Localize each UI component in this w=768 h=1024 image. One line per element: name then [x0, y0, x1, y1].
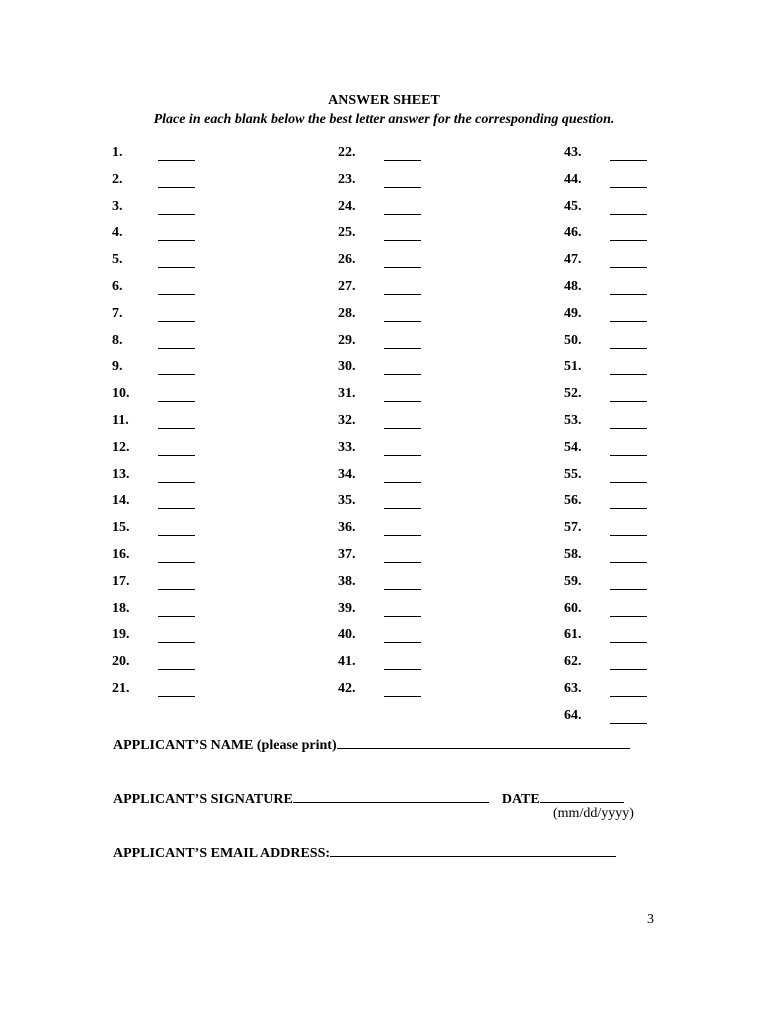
answer-blank[interactable]	[158, 348, 195, 349]
question-number: 33.	[338, 439, 356, 455]
answer-item	[338, 520, 428, 547]
question-number: 40.	[338, 627, 356, 643]
answer-blank[interactable]	[610, 642, 647, 643]
question-number: 12.	[112, 439, 130, 455]
question-number: 19.	[112, 627, 130, 643]
answer-column-1	[112, 145, 202, 708]
answer-item	[338, 199, 428, 226]
answer-blank[interactable]	[384, 160, 421, 161]
answer-blank[interactable]	[384, 669, 421, 670]
answer-item	[338, 467, 428, 494]
answer-item	[564, 279, 654, 306]
answer-item	[338, 386, 428, 413]
question-number: 39.	[338, 600, 356, 616]
answer-blank[interactable]	[158, 616, 195, 617]
answer-blank[interactable]	[610, 214, 647, 215]
question-number: 7.	[112, 305, 123, 321]
answer-blank[interactable]	[158, 374, 195, 375]
question-number: 59.	[564, 573, 582, 589]
answer-blank[interactable]	[158, 401, 195, 402]
answer-blank[interactable]	[158, 642, 195, 643]
question-number: 63.	[564, 680, 582, 696]
question-number: 50.	[564, 332, 582, 348]
question-number: 41.	[338, 654, 356, 670]
answer-blank[interactable]	[610, 535, 647, 536]
question-number: 29.	[338, 332, 356, 348]
answer-item	[564, 601, 654, 628]
question-number: 25.	[338, 225, 356, 241]
question-number: 60.	[564, 600, 582, 616]
answer-item	[112, 279, 202, 306]
question-number: 23.	[338, 171, 356, 187]
question-number: 43.	[564, 145, 582, 160]
answer-item	[564, 627, 654, 654]
question-number: 16.	[112, 546, 130, 562]
answer-blank[interactable]	[384, 482, 421, 483]
answer-item	[564, 306, 654, 333]
question-number: 47.	[564, 252, 582, 268]
question-number: 3.	[112, 198, 123, 214]
question-number: 31.	[338, 386, 356, 402]
question-number: 21.	[112, 680, 130, 696]
answer-blank[interactable]	[384, 508, 421, 509]
question-number: 56.	[564, 493, 582, 509]
answer-item	[564, 440, 654, 467]
answer-blank[interactable]	[610, 321, 647, 322]
answer-item	[338, 493, 428, 520]
answer-item	[338, 333, 428, 360]
answer-blank[interactable]	[158, 267, 195, 268]
answer-blank[interactable]	[158, 696, 195, 697]
answer-blank[interactable]	[610, 187, 647, 188]
question-number: 64.	[564, 707, 582, 723]
answer-item	[112, 252, 202, 279]
answer-item	[112, 413, 202, 440]
answer-blank[interactable]	[158, 455, 195, 456]
answer-item	[112, 440, 202, 467]
answer-item	[564, 681, 654, 708]
answer-item	[338, 654, 428, 681]
answer-blank[interactable]	[610, 267, 647, 268]
answer-item	[564, 493, 654, 520]
answer-column-2	[338, 145, 428, 708]
answer-item	[338, 601, 428, 628]
answer-blank[interactable]	[384, 428, 421, 429]
answer-blank[interactable]	[610, 723, 647, 724]
question-number: 13.	[112, 466, 130, 482]
answer-item	[112, 493, 202, 520]
answer-item	[112, 333, 202, 360]
answer-blank[interactable]	[610, 240, 647, 241]
answer-item	[564, 199, 654, 226]
question-number: 28.	[338, 305, 356, 321]
question-number: 35.	[338, 493, 356, 509]
answer-blank[interactable]	[610, 508, 647, 509]
answer-item	[564, 225, 654, 252]
answer-blank[interactable]	[158, 562, 195, 563]
answer-blank[interactable]	[384, 321, 421, 322]
answer-blank[interactable]	[384, 642, 421, 643]
question-number: 11.	[112, 412, 129, 428]
question-number: 6.	[112, 278, 123, 294]
answer-blank[interactable]	[384, 214, 421, 215]
answer-item	[338, 574, 428, 601]
question-number: 15.	[112, 520, 130, 536]
answer-item	[564, 547, 654, 574]
answer-blank[interactable]	[384, 401, 421, 402]
question-number: 17.	[112, 573, 130, 589]
answer-blank[interactable]	[158, 669, 195, 670]
applicant-email-row	[113, 843, 616, 862]
question-number: 2.	[112, 171, 123, 187]
answer-blank[interactable]	[610, 401, 647, 402]
answer-blank[interactable]	[158, 482, 195, 483]
answer-blank[interactable]	[610, 455, 647, 456]
question-number: 54.	[564, 439, 582, 455]
question-number: 49.	[564, 305, 582, 321]
answer-blank[interactable]	[610, 160, 647, 161]
question-number: 30.	[338, 359, 356, 375]
question-number: 26.	[338, 252, 356, 268]
question-number: 5.	[112, 252, 123, 268]
answer-blank[interactable]	[384, 455, 421, 456]
answer-item	[338, 225, 428, 252]
applicant-name-blank[interactable]	[337, 735, 630, 749]
question-number: 9.	[112, 359, 123, 375]
answer-item	[112, 225, 202, 252]
answer-blank[interactable]	[384, 616, 421, 617]
answer-blank[interactable]	[384, 294, 421, 295]
answer-item	[112, 199, 202, 226]
question-number: 14.	[112, 493, 130, 509]
answer-item	[338, 627, 428, 654]
answer-blank[interactable]	[610, 294, 647, 295]
question-number: 24.	[338, 198, 356, 214]
question-number: 46.	[564, 225, 582, 241]
answer-blank[interactable]	[610, 482, 647, 483]
answer-blank[interactable]	[158, 508, 195, 509]
question-number: 52.	[564, 386, 582, 402]
answer-item	[338, 359, 428, 386]
answer-blank[interactable]	[158, 160, 195, 161]
answer-item	[564, 145, 654, 172]
page-number: 3	[647, 912, 654, 927]
answer-blank[interactable]	[158, 294, 195, 295]
answer-blank[interactable]	[384, 348, 421, 349]
answer-blank[interactable]	[610, 374, 647, 375]
answer-item	[564, 708, 654, 735]
question-number: 32.	[338, 412, 356, 428]
answer-item	[564, 172, 654, 199]
question-number: 27.	[338, 278, 356, 294]
answer-item	[564, 654, 654, 681]
answer-blank[interactable]	[384, 696, 421, 697]
answer-item	[112, 145, 202, 172]
answer-item	[564, 333, 654, 360]
date-format-hint: (mm/dd/yyyy)	[553, 806, 634, 821]
answer-column-3	[564, 145, 654, 735]
question-number: 44.	[564, 171, 582, 187]
question-number: 45.	[564, 198, 582, 214]
instructions: Place in each blank below the best letter answer for the corresponding question.	[153, 112, 615, 127]
answer-blank[interactable]	[158, 589, 195, 590]
answer-blank[interactable]	[384, 374, 421, 375]
question-number: 57.	[564, 520, 582, 536]
answer-item	[338, 252, 428, 279]
question-number: 55.	[564, 466, 582, 482]
answer-blank[interactable]	[158, 187, 195, 188]
answer-blank[interactable]	[158, 535, 195, 536]
answer-item	[112, 574, 202, 601]
date-label: DATE	[501, 792, 540, 807]
date-blank[interactable]	[540, 789, 624, 803]
answer-item	[112, 172, 202, 199]
answer-item	[564, 359, 654, 386]
answer-item	[112, 467, 202, 494]
applicant-signature-blank[interactable]	[293, 789, 489, 803]
answer-blank[interactable]	[158, 214, 195, 215]
answer-item	[564, 413, 654, 440]
answer-item	[338, 681, 428, 708]
answer-item	[338, 279, 428, 306]
question-number: 1.	[112, 145, 123, 160]
answer-item	[112, 520, 202, 547]
answer-blank[interactable]	[610, 562, 647, 563]
question-number: 36.	[338, 520, 356, 536]
answer-item	[112, 601, 202, 628]
answer-item	[338, 440, 428, 467]
question-number: 38.	[338, 573, 356, 589]
question-number: 42.	[338, 680, 356, 696]
question-number: 8.	[112, 332, 123, 348]
answer-item	[112, 627, 202, 654]
answer-blank[interactable]	[610, 696, 647, 697]
answer-blank[interactable]	[384, 562, 421, 563]
answer-blank[interactable]	[158, 240, 195, 241]
answer-item	[338, 413, 428, 440]
question-number: 37.	[338, 546, 356, 562]
answer-blank[interactable]	[158, 428, 195, 429]
answer-blank[interactable]	[384, 589, 421, 590]
answer-item	[564, 467, 654, 494]
applicant-signature-label: APPLICANT’S SIGNATURE	[113, 792, 293, 807]
question-number: 18.	[112, 600, 130, 616]
answer-item	[112, 359, 202, 386]
question-number: 48.	[564, 278, 582, 294]
answer-item	[338, 145, 428, 172]
answer-item	[338, 547, 428, 574]
answer-item	[564, 386, 654, 413]
question-number: 61.	[564, 627, 582, 643]
answer-item	[112, 547, 202, 574]
applicant-name-row	[113, 735, 630, 754]
answer-blank[interactable]	[610, 589, 647, 590]
answer-blank[interactable]	[610, 616, 647, 617]
answer-item	[564, 574, 654, 601]
question-number: 10.	[112, 386, 130, 402]
question-number: 22.	[338, 145, 356, 160]
answer-blank[interactable]	[158, 321, 195, 322]
answer-item	[112, 654, 202, 681]
answer-blank[interactable]	[384, 535, 421, 536]
answer-item	[112, 681, 202, 708]
answer-blank[interactable]	[384, 267, 421, 268]
question-number: 53.	[564, 412, 582, 428]
answer-item	[338, 172, 428, 199]
applicant-email-label: APPLICANT’S EMAIL ADDRESS:	[113, 846, 331, 861]
answer-blank[interactable]	[610, 669, 647, 670]
applicant-email-blank[interactable]	[330, 843, 616, 857]
question-number: 20.	[112, 654, 130, 670]
answer-item	[564, 520, 654, 547]
answer-blank[interactable]	[384, 187, 421, 188]
answer-item	[564, 252, 654, 279]
question-number: 34.	[338, 466, 356, 482]
question-number: 51.	[564, 359, 582, 375]
answer-blank[interactable]	[610, 428, 647, 429]
answer-item	[112, 306, 202, 333]
answer-sheet-title: ANSWER SHEET	[328, 93, 440, 108]
answer-blank[interactable]	[610, 348, 647, 349]
question-number: 4.	[112, 225, 123, 241]
answer-blank[interactable]	[384, 240, 421, 241]
question-number: 58.	[564, 546, 582, 562]
answer-item	[338, 306, 428, 333]
applicant-name-label: APPLICANT’S NAME (please print)	[113, 738, 337, 753]
question-number: 62.	[564, 654, 582, 670]
answer-item	[112, 386, 202, 413]
applicant-signature-row	[113, 789, 624, 808]
